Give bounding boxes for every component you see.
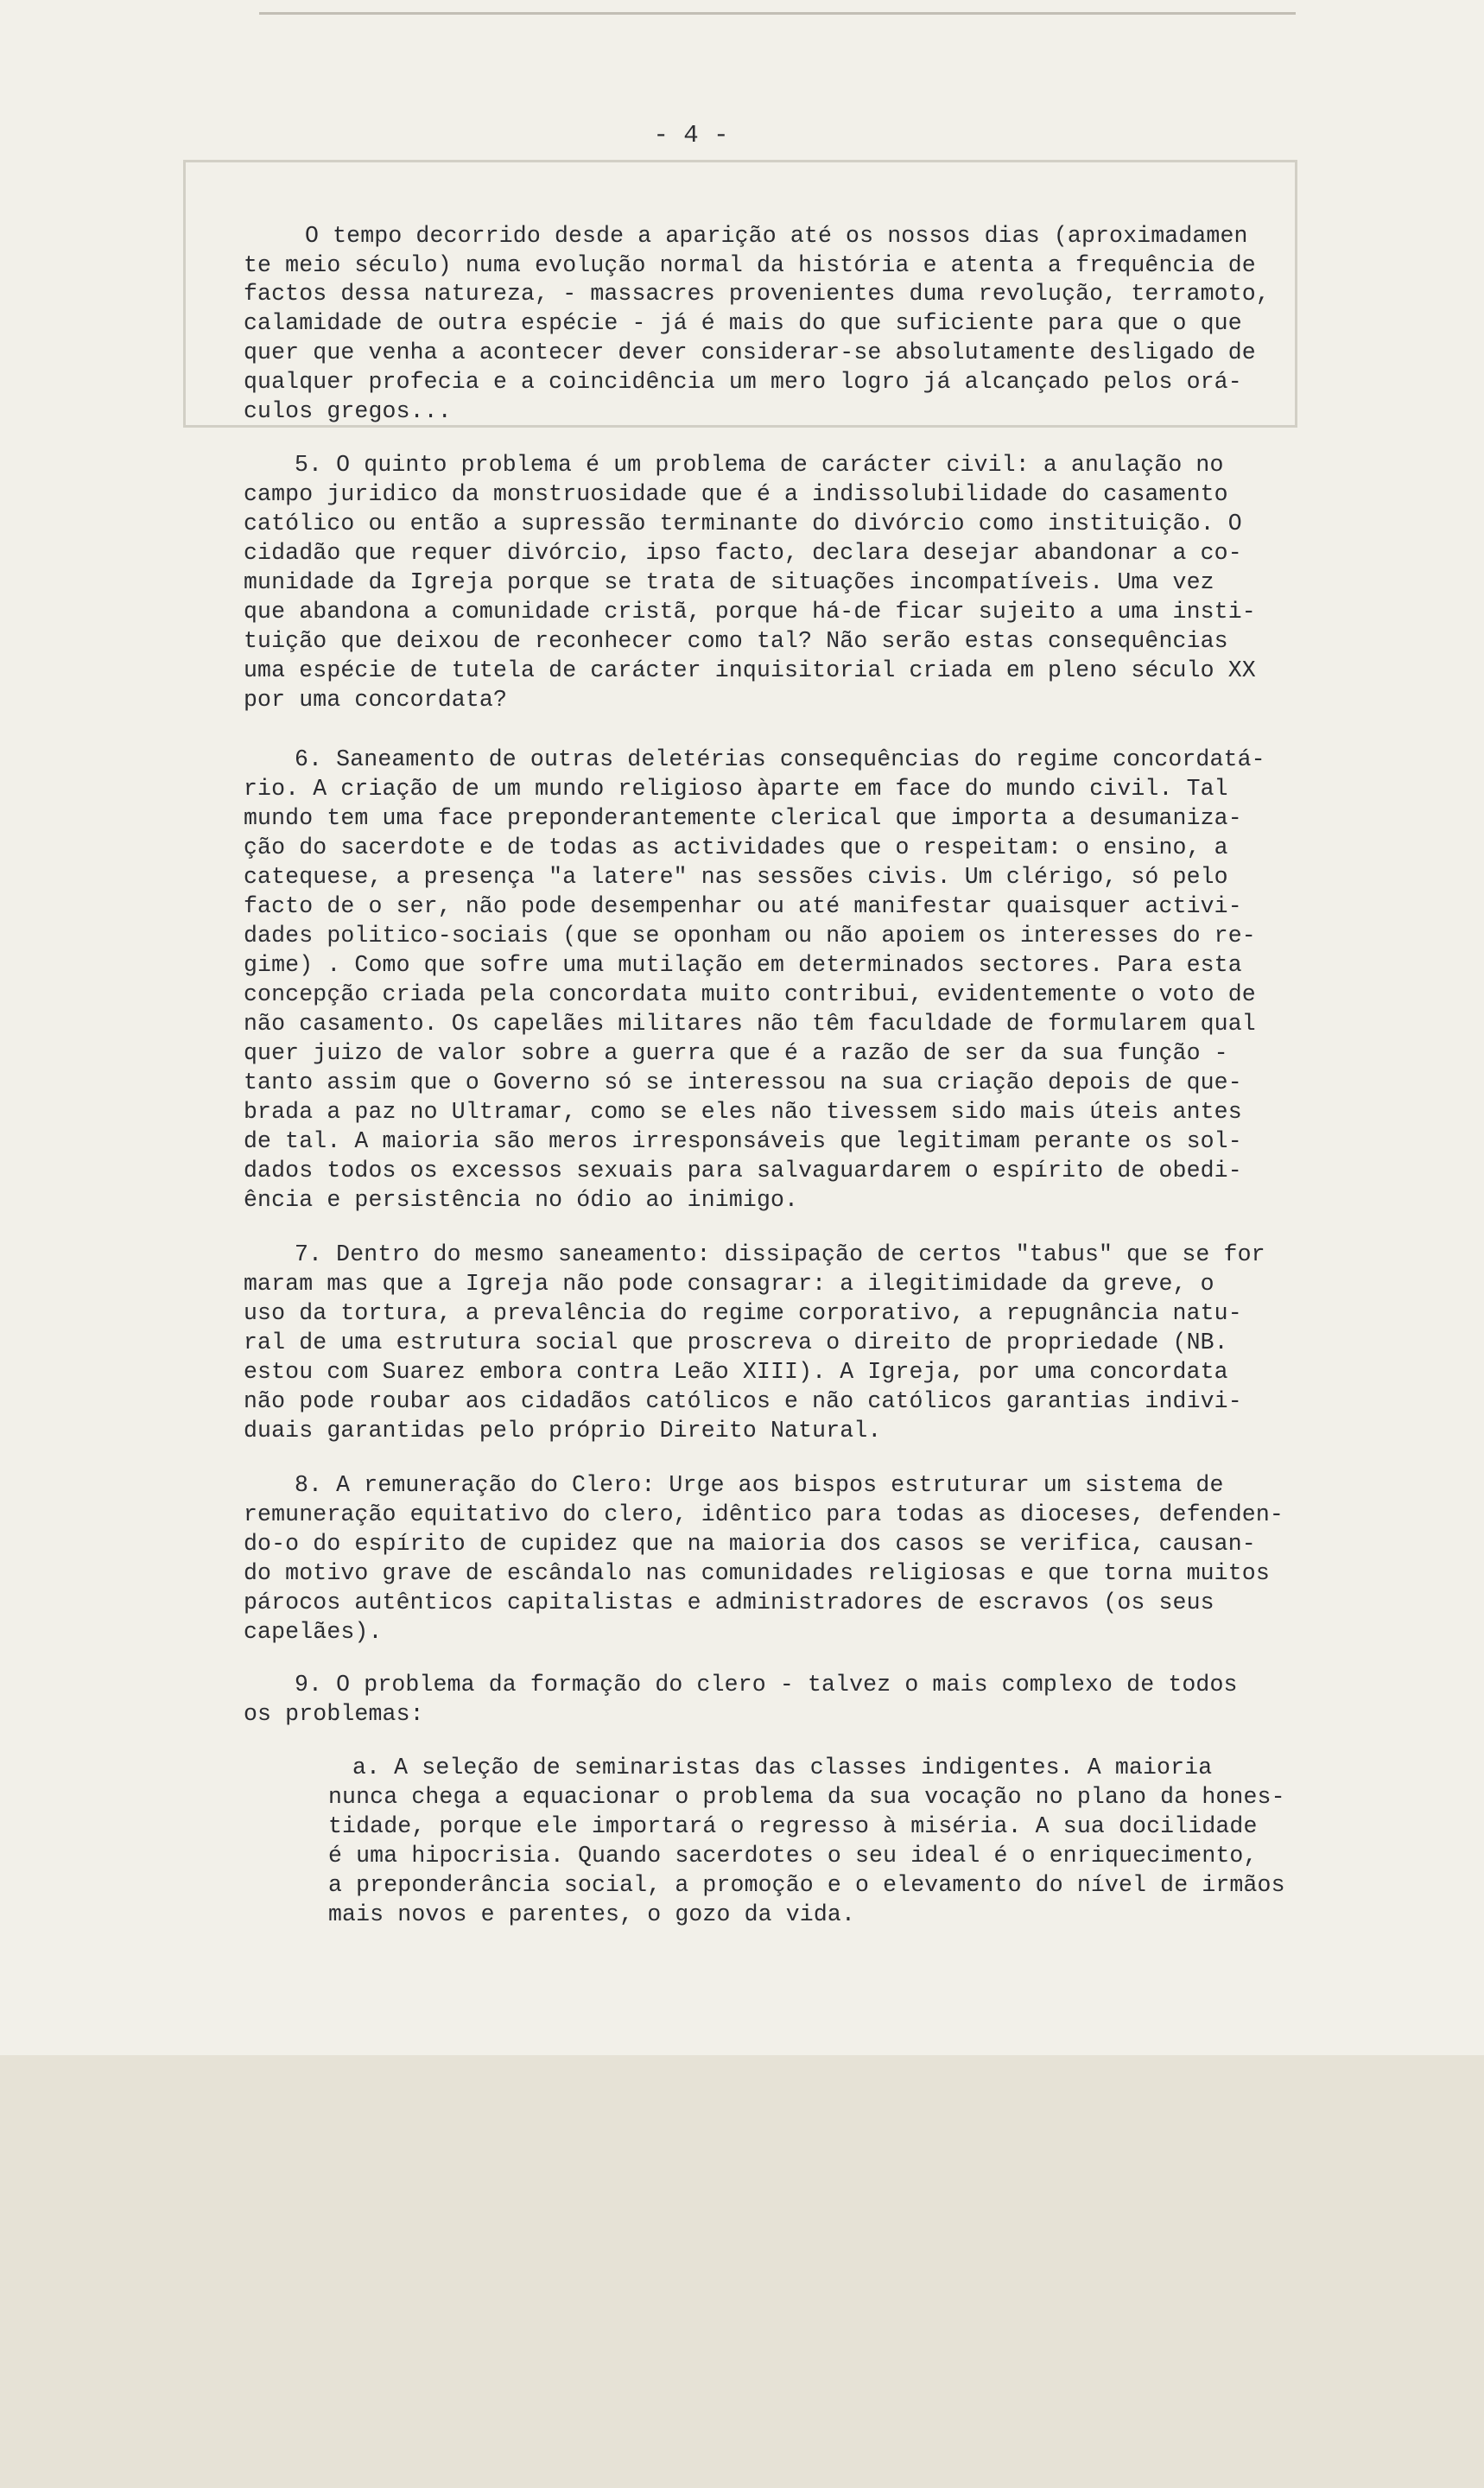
text-line: gime) . Como que sofre uma mutilação em determinados sectores. Para esta xyxy=(244,952,1242,978)
text-line: 5. O quinto problema é um problema de carácter civil: a anulação no xyxy=(295,452,1224,478)
text-line: capelães). xyxy=(244,1619,383,1645)
text-line: é uma hipocrisia. Quando sacerdotes o seu ideal é o enriquecimento, xyxy=(328,1843,1258,1869)
text-line: a preponderância social, a promoção e o elevamento do nível de irmãos xyxy=(328,1872,1285,1898)
text-line: párocos autênticos capitalistas e administradores de escravos (os seus xyxy=(244,1590,1214,1615)
text-line: munidade da Igreja porque se trata de situações incompatíveis. Uma vez xyxy=(244,569,1214,595)
text-line: nunca chega a equacionar o problema da sua vocação no plano da hones- xyxy=(328,1784,1285,1810)
text-line: tanto assim que o Governo só se interessou na sua criação depois de que- xyxy=(244,1069,1242,1095)
text-line: tuição que deixou de reconhecer como tal? Não serão estas consequências xyxy=(244,628,1228,654)
text-line: quer que venha a acontecer dever considerar-se absolutamente desligado de xyxy=(244,340,1256,365)
paragraph-5 xyxy=(0,415,1256,713)
text-line: ral de uma estrutura social que proscreva o direito de propriedade (NB. xyxy=(244,1330,1228,1355)
text-line: concepção criada pela concordata muito contribui, evidentemente o voto de xyxy=(244,981,1256,1007)
text-line: a. A seleção de seminaristas das classes indigentes. A maioria xyxy=(352,1755,1213,1780)
text-line: facto de o ser, não pode desempenhar ou até manifestar quaisquer activi- xyxy=(244,893,1242,919)
text-line: quer juizo de valor sobre a guerra que é a razão de ser da sua função - xyxy=(244,1040,1228,1066)
text-line: uso da tortura, a prevalência do regime corporativo, a repugnância natu- xyxy=(244,1300,1242,1326)
text-line: por uma concordata? xyxy=(244,687,507,713)
text-line: catequese, a presença "a latere" nas sessões civis. Um clérigo, só pelo xyxy=(244,864,1228,890)
text-line: uma espécie de tutela de carácter inquisitorial criada em pleno século XX xyxy=(244,657,1256,683)
text-line: não pode roubar aos cidadãos católicos e não católicos garantias indivi- xyxy=(244,1388,1242,1414)
text-line: 7. Dentro do mesmo saneamento: dissipação de certos "tabus" que se for xyxy=(295,1241,1265,1267)
text-line: mais novos e parentes, o gozo da vida. xyxy=(328,1901,855,1927)
text-line: dades politico-sociais (que se oponham ou não apoiem os interesses do re- xyxy=(244,923,1256,949)
text-line: factos dessa natureza, - massacres provenientes duma revolução, terramoto, xyxy=(244,281,1270,307)
text-line: cidadão que requer divórcio, ipso facto, declara desejar abandonar a co- xyxy=(244,540,1242,566)
text-line: ção do sacerdote e de todas as actividades que o respeitam: o ensino, a xyxy=(244,835,1228,860)
page-number: - 4 - xyxy=(653,121,729,149)
text-line: não casamento. Os capelães militares não têm faculdade de formularem qual xyxy=(244,1011,1256,1037)
text-line: do-o do espírito de cupidez que na maioria dos casos se verifica, causan- xyxy=(244,1531,1256,1557)
text-line: que abandona a comunidade cristã, porque há-de ficar sujeito a uma insti- xyxy=(244,599,1256,625)
paragraph xyxy=(0,78,1270,424)
text-line: os problemas: xyxy=(244,1701,424,1727)
text-line: calamidade de outra espécie - já é mais do que suficiente para que o que xyxy=(244,310,1242,336)
text-line: 9. O problema da formação do clero - talvez o mais complexo de todos xyxy=(295,1672,1238,1698)
text-line: remuneração equitativo do clero, idêntico para todas as dioceses, defenden- xyxy=(244,1501,1284,1527)
text-line: O tempo decorrido desde a aparição até os nossos dias (aproximadamen xyxy=(305,223,1248,249)
text-line: rio. A criação de um mundo religioso àparte em face do mundo civil. Tal xyxy=(244,776,1228,802)
text-line: culos gregos... xyxy=(244,398,452,424)
text-line: de tal. A maioria são meros irresponsáveis que legitimam perante os sol- xyxy=(244,1128,1242,1154)
text-line: mundo tem uma face preponderantemente clerical que importa a desumaniza- xyxy=(244,805,1242,831)
text-line: brada a paz no Ultramar, como se eles não tivessem sido mais úteis antes xyxy=(244,1099,1242,1125)
text-line: campo juridico da monstruosidade que é a indissolubilidade do casamento xyxy=(244,481,1228,507)
text-line: do motivo grave de escândalo nas comunidades religiosas e que torna muitos xyxy=(244,1560,1270,1586)
text-line: católico ou então a supressão terminante do divórcio como instituição. O xyxy=(244,511,1242,536)
text-line: maram mas que a Igreja não pode consagrar: a ilegitimidade da greve, o xyxy=(244,1271,1214,1297)
text-line: te meio século) numa evolução normal da história e atenta a frequência de xyxy=(244,252,1256,278)
text-line: ência e persistência no ódio ao inimigo. xyxy=(244,1187,799,1213)
paragraph-9a xyxy=(0,1755,1285,2436)
text-line: 6. Saneamento de outras deletérias consequências do regime concordatá- xyxy=(295,746,1265,772)
top-edge-mark xyxy=(259,12,1296,15)
text-line: dados todos os excessos sexuais para salvaguardarem o espírito de obedi- xyxy=(244,1158,1242,1184)
text-line: qualquer profecia e a coincidência um mero logro já alcançado pelos orá- xyxy=(244,369,1242,395)
text-line: estou com Suarez embora contra Leão XIII). A Igreja, por uma concordata xyxy=(244,1359,1228,1385)
text-line: tidade, porque ele importará o regresso à miséria. A sua docilidade xyxy=(328,1813,1258,1839)
text-line: duais garantidas pelo próprio Direito Natural. xyxy=(244,1418,882,1444)
text-line: 8. A remuneração do Clero: Urge aos bispos estruturar um sistema de xyxy=(295,1472,1224,1498)
